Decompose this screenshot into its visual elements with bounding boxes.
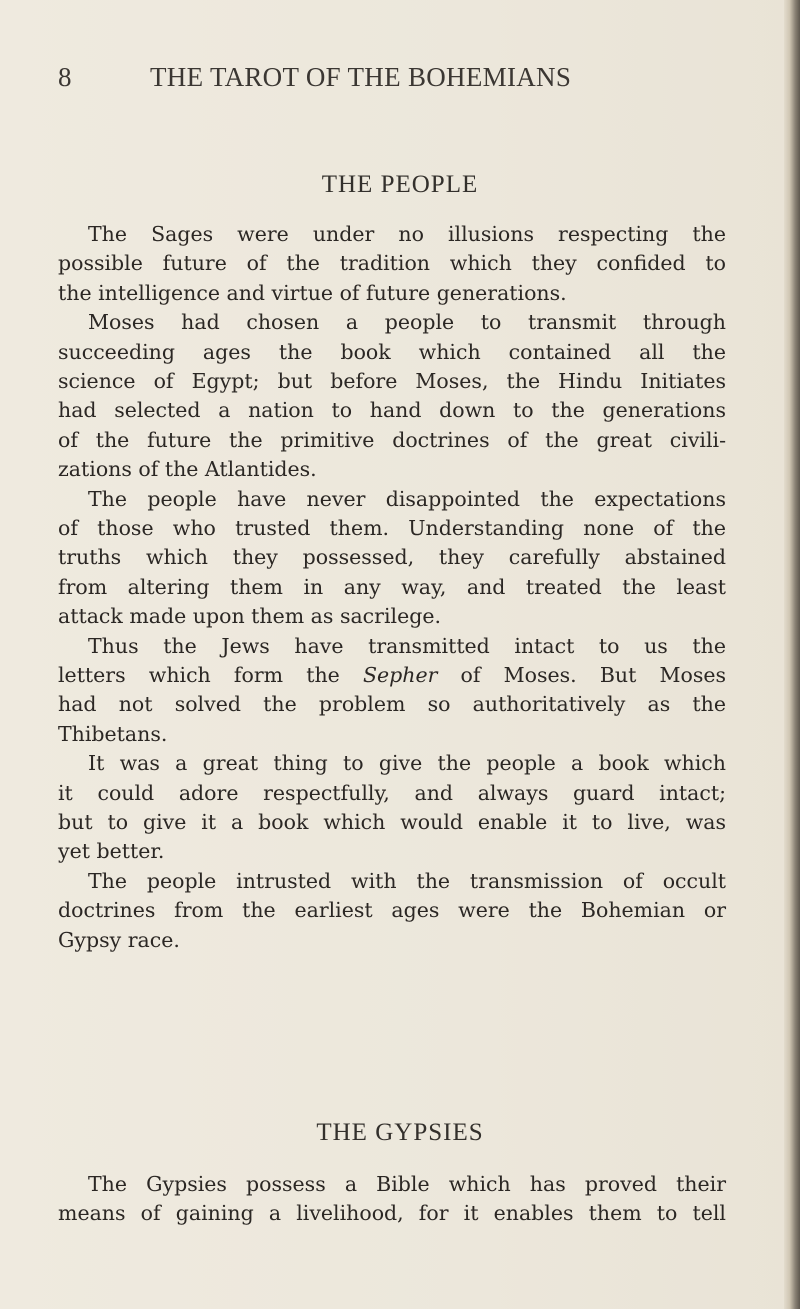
text-line: possible future of the tradition which they confided to	[58, 251, 726, 276]
text-line: of the future the primitive doctrines of the great civili-	[58, 427, 726, 452]
text-line: Gypsy race.	[58, 927, 180, 952]
text-line: Thibetans.	[58, 721, 168, 746]
section-heading-the-gypsies: THE GYPSIES	[316, 1119, 484, 1146]
text-line: from altering them in any way, and treated the least	[58, 574, 726, 599]
text-line: yet better.	[58, 839, 165, 864]
page-number: 8	[58, 62, 72, 92]
section-heading-the-people: THE PEOPLE	[321, 171, 479, 198]
text-line: The Sages were under no illusions respecting the	[88, 222, 726, 246]
text-line: means of gaining a livelihood, for it enables them to tell	[58, 1201, 726, 1226]
italic-word: Sepher	[362, 663, 438, 687]
text-line: the intelligence and virtue of future generations.	[58, 280, 567, 305]
running-head	[0, 62, 800, 96]
text-line: succeeding ages the book which contained all the	[58, 339, 726, 364]
text-line: truths which they possessed, they carefully abstained	[58, 545, 726, 570]
running-title: THE TAROT OF THE BOHEMIANS	[150, 62, 572, 92]
text-line: science of Egypt; but before Moses, the Hindu Initiates	[58, 369, 726, 393]
text-line: had not solved the problem so authoritatively as the	[58, 692, 726, 717]
text-line: The people intrusted with the transmission of occult	[88, 868, 726, 893]
text-line: attack made upon them as sacrilege.	[58, 604, 441, 629]
text-line: it could adore respectfully, and always guard intact;	[58, 780, 726, 805]
text-line: It was a great thing to give the people a book which	[88, 751, 726, 776]
page-edge-shadow	[784, 0, 800, 1309]
text-line: The Gypsies possess a Bible which has proved their	[88, 1172, 726, 1196]
text-line: letters which form the Sepher of Moses. But Moses	[58, 663, 726, 687]
text-line: Thus the Jews have transmitted intact to us the	[88, 633, 726, 658]
text-line: of those who trusted them. Understanding none of the	[58, 516, 726, 540]
text-line: doctrines from the earliest ages were the Bohemian or	[58, 898, 726, 923]
text-line: Moses had chosen a people to transmit through	[88, 310, 726, 335]
text-line: had selected a nation to hand down to the generations	[58, 398, 726, 423]
text-line: but to give it a book which would enable it to live, was	[58, 810, 726, 834]
text-line: The people have never disappointed the expectations	[88, 486, 726, 511]
text-line: zations of the Atlantides.	[58, 457, 317, 482]
